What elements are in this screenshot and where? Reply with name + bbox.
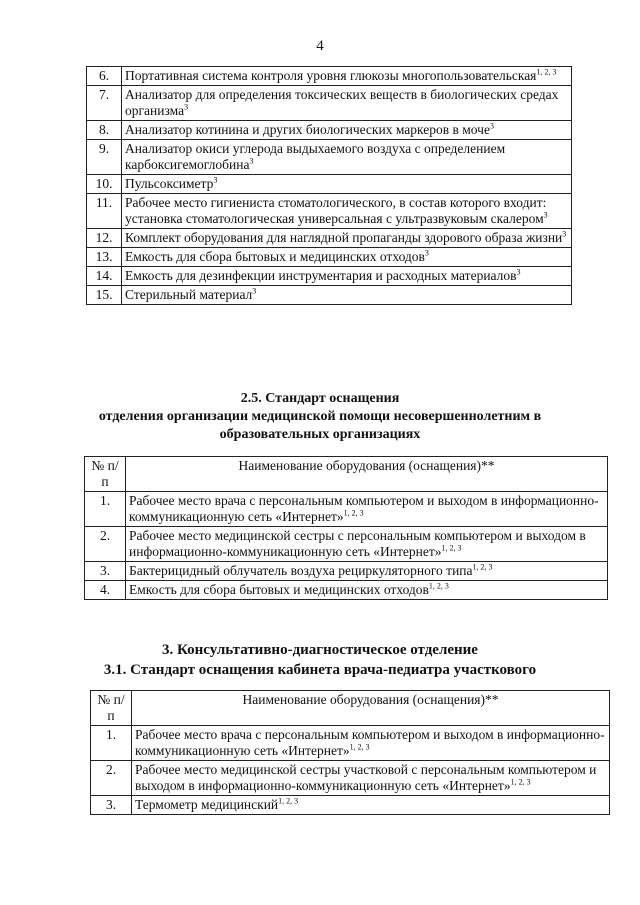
equipment-text: Бактерицидный облучатель воздуха рециркуляторного типа <box>129 563 473 578</box>
footnote-marker: 1, 2, 3 <box>510 777 531 787</box>
table-row <box>87 286 572 305</box>
section-2-5-title: 2.5. Стандарт оснащения <box>240 391 400 406</box>
header-number: № п/п <box>91 691 132 726</box>
row-number: 2. <box>91 761 132 796</box>
row-number: 3. <box>91 796 132 815</box>
row-number: 1. <box>91 726 132 761</box>
row-number: 15. <box>87 286 122 305</box>
footnote-marker: 3 <box>249 156 254 166</box>
row-number: 14. <box>87 267 122 286</box>
footnote-marker: 3 <box>516 267 521 277</box>
equipment-name <box>126 562 608 581</box>
equipment-text: Портативная система контроля уровня глюкозы многопользовательская <box>125 68 537 83</box>
footnote-marker: 3 <box>252 286 257 296</box>
equipment-name <box>122 229 572 248</box>
equipment-table-continued <box>86 66 572 305</box>
row-number: 3. <box>85 562 126 581</box>
table-row <box>87 140 572 175</box>
table-row <box>91 726 610 761</box>
footnote-marker: 1, 2, 3 <box>472 562 493 572</box>
table-header-row <box>85 457 608 492</box>
table-header-row <box>91 691 610 726</box>
row-number: 13. <box>87 248 122 267</box>
equipment-text: Рабочее место медицинской сестры участковой с персональным компьютером и выходом в информационно-коммуникационную сеть «Интернет» <box>135 762 597 793</box>
row-number: 9. <box>87 140 122 175</box>
row-number: 11. <box>87 194 122 229</box>
table-row <box>91 761 610 796</box>
footnote-marker: 1, 2, 3 <box>536 67 557 77</box>
equipment-text: Емкость для сбора бытовых и медицинских отходов <box>129 582 429 597</box>
equipment-name <box>122 286 572 305</box>
equipment-name <box>122 267 572 286</box>
footnote-marker: 3 <box>562 229 567 239</box>
row-number: 7. <box>87 86 122 121</box>
equipment-name <box>132 761 610 796</box>
table-row <box>85 492 608 527</box>
page-number: 4 <box>316 38 324 54</box>
header-equipment-name: Наименование оборудования (оснащения)** <box>132 691 610 726</box>
equipment-text: Рабочее место гигиениста стоматологического, в состав которого входит: установка стоматологическая универсальная с ультразвуковым скалером <box>125 195 547 226</box>
equipment-text: Анализатор котинина и других биологических маркеров в моче <box>125 122 490 137</box>
equipment-text: Термометр медицинский <box>135 797 279 812</box>
equipment-name <box>132 796 610 815</box>
row-number: 2. <box>85 527 126 562</box>
table-row <box>85 581 608 600</box>
footnote-marker: 1, 2, 3 <box>428 581 449 591</box>
equipment-name <box>126 581 608 600</box>
footnote-marker: 3 <box>184 102 189 112</box>
footnote-marker: 3 <box>489 121 494 131</box>
equipment-name <box>122 121 572 140</box>
equipment-text: Комплект оборудования для наглядной пропаганды здорового образа жизни <box>125 230 563 245</box>
equipment-name <box>132 726 610 761</box>
table-row <box>87 67 572 86</box>
equipment-text: Анализатор окиси углерода выдыхаемого воздуха с определением карбоксигемоглобина <box>125 141 506 172</box>
equipment-table-2-5 <box>84 456 608 600</box>
table-row <box>87 121 572 140</box>
table-row <box>91 796 610 815</box>
table-row <box>87 175 572 194</box>
equipment-text: Емкость для сбора бытовых и медицинских отходов <box>125 249 425 264</box>
table-row <box>87 86 572 121</box>
table-row <box>85 527 608 562</box>
equipment-text: Рабочее место медицинской сестры с персональным компьютером и выходом в информационно-коммуникационную сеть «Интернет» <box>129 528 586 559</box>
equipment-table-3-1 <box>90 690 610 815</box>
footnote-marker: 1, 2, 3 <box>441 543 462 553</box>
row-number: 12. <box>87 229 122 248</box>
equipment-name <box>126 492 608 527</box>
equipment-name <box>122 140 572 175</box>
footnote-marker: 3 <box>213 175 218 185</box>
row-number: 10. <box>87 175 122 194</box>
table-row <box>87 248 572 267</box>
footnote-marker: 3 <box>543 210 548 220</box>
equipment-text: Пульсоксиметр <box>125 176 214 191</box>
equipment-text: Рабочее место врача с персональным компьютером и выходом в информационно-коммуникационную сеть «Интернет» <box>129 493 599 524</box>
equipment-text: Стерильный материал <box>125 287 253 302</box>
equipment-text: Емкость для дезинфекции инструментария и расходных материалов <box>125 268 517 283</box>
equipment-name <box>122 175 572 194</box>
equipment-name <box>122 194 572 229</box>
equipment-name <box>122 248 572 267</box>
equipment-text: Анализатор для определения токсических веществ в биологических средах организма <box>125 87 559 118</box>
row-number: 8. <box>87 121 122 140</box>
row-number: 6. <box>87 67 122 86</box>
footnote-marker: 1, 2, 3 <box>349 742 370 752</box>
section-2-5-subtitle-line2: образовательных организациях <box>219 427 421 442</box>
footnote-marker: 3 <box>424 248 429 258</box>
footnote-marker: 1, 2, 3 <box>343 508 364 518</box>
row-number: 1. <box>85 492 126 527</box>
footnote-marker: 1, 2, 3 <box>278 796 299 806</box>
section-2-5-subtitle-line1: отделения организации медицинской помощи несовершеннолетним в <box>98 409 542 424</box>
equipment-name <box>126 527 608 562</box>
section-3-1-title: 3.1. Стандарт оснащения кабинета врача-педиатра участкового <box>103 662 537 678</box>
equipment-name <box>122 67 572 86</box>
header-number: № п/п <box>85 457 126 492</box>
section-3-title: 3. Консультативно-диагностическое отделение <box>162 642 478 658</box>
table-row <box>87 267 572 286</box>
header-equipment-name: Наименование оборудования (оснащения)** <box>126 457 608 492</box>
table-row <box>87 229 572 248</box>
table-row <box>85 562 608 581</box>
equipment-text: Рабочее место врача с персональным компьютером и выходом в информационно-коммуникационную сеть «Интернет» <box>135 727 605 758</box>
row-number: 4. <box>85 581 126 600</box>
table-row <box>87 194 572 229</box>
equipment-name <box>122 86 572 121</box>
